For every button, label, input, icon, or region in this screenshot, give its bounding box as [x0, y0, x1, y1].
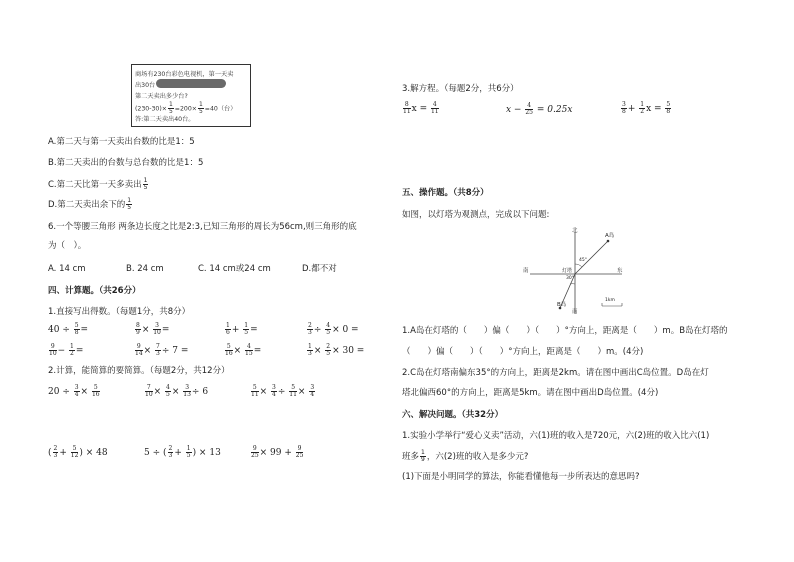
- section-6-title: 六、解决问题。（共32分）: [402, 410, 504, 420]
- calc-2-1: $\frac{9}{10}$ − $\frac{1}{2}$ =: [49, 343, 84, 357]
- calc-3-3: $\frac{5}{11}$ × $\frac{3}{4}$ ÷ $\frac{5}{11}$ × $\frac{3}{4}$: [251, 384, 315, 398]
- q6-opt-a: A. 14 cm: [48, 264, 86, 274]
- option-c: C.第二天比第一天多卖出 $\frac{1}{5}$: [48, 177, 148, 191]
- option-b: B.第二天卖出的台数与总台数的比是1：5: [48, 158, 204, 168]
- sub2-title: 2.计算，能简算的要简算。（每题2分，共12分）: [48, 366, 230, 376]
- calc-1-3: $\frac{1}{6}$ + $\frac{1}{5}$ =: [226, 322, 258, 336]
- calc-2-4: $\frac{1}{3}$ × $\frac{2}{5}$ × 30 =: [308, 343, 365, 357]
- note-line-3: 第二天卖出多少台?: [135, 93, 188, 100]
- q6-line1: 6.一个等腰三角形 两条边长度之比是2:3,已知三角形的周长为56cm,则三角形的底: [48, 222, 357, 232]
- map-tower-label: 灯塔: [562, 268, 573, 274]
- note-line-1: 商场有230台彩色电视机，第一天卖: [135, 71, 234, 78]
- q6-1-line3: (1)下面是小明同学的算法，你能看懂他每一步所表达的意思吗?: [402, 472, 640, 482]
- q6-line2: 为（ ）。: [48, 241, 87, 251]
- calc-2-2: $\frac{9}{14}$ × $\frac{7}{3}$ ÷ 7 =: [135, 343, 189, 357]
- map-south-label: 南: [572, 309, 578, 315]
- q6-1-line1: 1.实验小学举行“爱心义卖”活动，六(1)班的收入是720元，六(2)班的收入比六(1): [402, 431, 710, 441]
- sub3-title: 3.解方程。（每题2分，共6分）: [402, 84, 519, 94]
- calc-1-2: $\frac{8}{9}$ × $\frac{3}{10}$ =: [136, 322, 170, 336]
- q6-opt-b: B. 24 cm: [126, 264, 164, 274]
- equation-2: x − $\frac{4}{25}$ = 0.25x: [506, 102, 573, 116]
- section-5-title: 五、操作题。（共8分）: [402, 188, 489, 198]
- equation-3: $\frac{3}{8}$ + $\frac{1}{2}$ x = $\frac{5}{8}$: [622, 101, 671, 115]
- calc-2-3: $\frac{5}{16}$ × $\frac{4}{15}$ =: [225, 343, 262, 357]
- map-west-label: 南: [523, 268, 529, 274]
- q6-opt-d: D.都不对: [302, 264, 337, 274]
- map-angle-45: 45°: [579, 258, 587, 263]
- calc-4-2: 5 ÷ ( $\frac{2}{3}$ + $\frac{1}{5}$ ) × 13: [144, 445, 221, 459]
- angle-arc-45: [575, 264, 582, 267]
- q5-2-line2: 塔北偏西60°的方向上，距离是5km。请在图中画出D岛位置。(4分): [402, 388, 659, 398]
- map-angle-30: 30°: [566, 276, 574, 281]
- map-b-island-label: B岛: [557, 302, 567, 308]
- lighthouse-map: [520, 226, 630, 318]
- q5-1-line1: 1.A岛在灯塔的（ ）偏（ ）（ ）°方向上，距离是（ ）m。B岛在灯塔的: [402, 326, 728, 336]
- section-4-title: 四、计算题。（共26分）: [48, 286, 141, 296]
- note-line-4: (230-30)× $\frac{1}{5}$ =200× $\frac{1}{5}$ =40（台）: [135, 101, 237, 115]
- calc-1-4: $\frac{2}{3}$ ÷ $\frac{4}{5}$ × 0 =: [308, 322, 359, 336]
- calc-3-1: 20 ÷ $\frac{3}{4}$ × $\frac{5}{16}$: [48, 384, 100, 398]
- option-a: A.第二天与第一天卖出台数的比是1：5: [48, 137, 195, 147]
- q5-2-line1: 2.C岛在灯塔南偏东35°的方向上，距离是2km。请在图中画出C岛位置。D岛在灯: [402, 368, 709, 378]
- ink-smudge: [156, 79, 226, 88]
- q6-opt-c: C. 14 cm或24 cm: [198, 264, 271, 274]
- calc-4-3: $\frac{9}{25}$ × 99 + $\frac{9}{25}$: [251, 445, 304, 459]
- map-north-label: 北: [572, 228, 578, 234]
- sub1-title: 1.直接写出得数。（每题1分，共8分）: [48, 307, 191, 317]
- map-scale-label: 1km: [605, 298, 615, 303]
- equation-1: $\frac{8}{11}$ x = $\frac{4}{11}$: [403, 101, 439, 115]
- calc-4-1: ( $\frac{2}{3}$ + $\frac{5}{12}$ ) × 48: [48, 445, 108, 459]
- calc-1-1: 40 ÷ $\frac{5}{8}$ =: [48, 322, 89, 336]
- map-a-island-label: A岛: [605, 233, 615, 239]
- a-island-dot: [607, 240, 610, 243]
- q6-1-line2: 班多 $\frac{1}{9}$ ，六(2)班的收入是多少元?: [402, 449, 529, 463]
- calc-3-2: $\frac{7}{10}$ × $\frac{4}{5}$ × $\frac{3}{13}$ ÷ 6: [145, 384, 209, 398]
- map-east-label: 东: [617, 268, 623, 274]
- option-d: D.第二天卖出余下的 $\frac{1}{5}$: [48, 197, 132, 211]
- q5-1-line2: （ ）偏（ ）（ ）°方向上，距离是（ ）m。(4分): [402, 347, 644, 357]
- note-line-5: 答:第二天卖出40台。: [135, 116, 195, 123]
- note-line-2: 出30台: [135, 82, 156, 89]
- section-5-intro: 如图，以灯塔为观测点，完成以下问题:: [402, 210, 550, 220]
- solution-note-box: [131, 64, 251, 127]
